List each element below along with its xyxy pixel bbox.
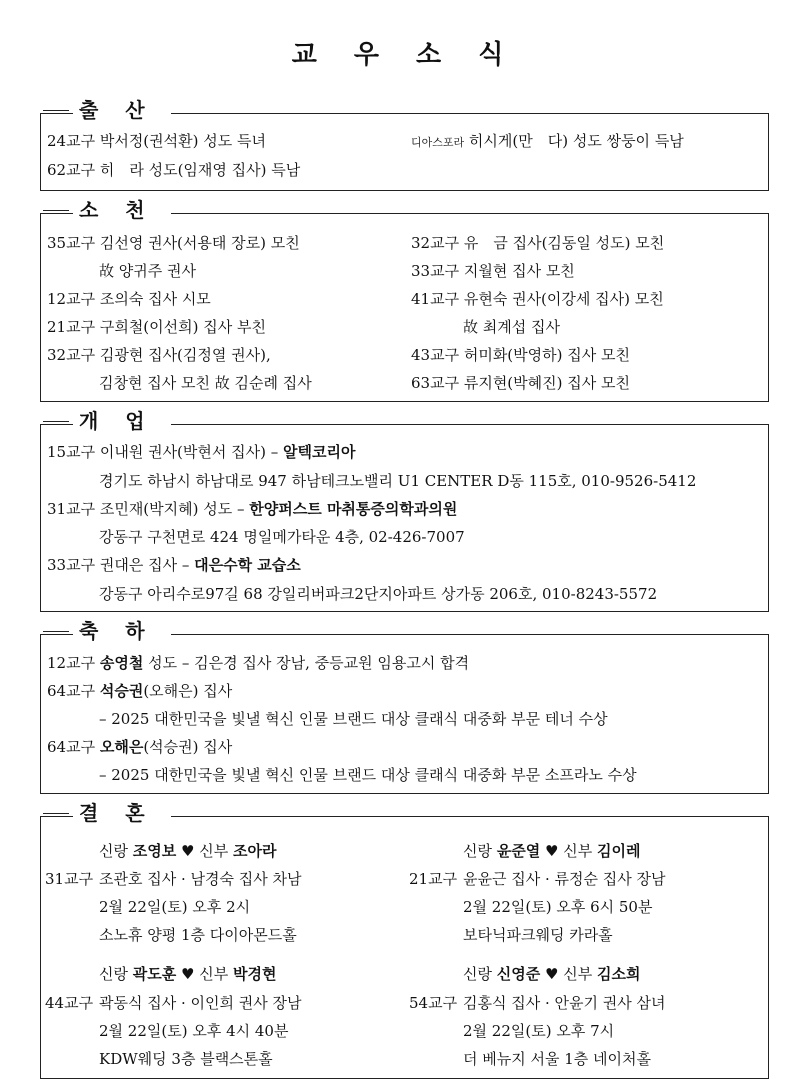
opening-address: 경기도 하남시 하남대로 947 하남테크노밸리 U1 CENTER D동 115호, 010-9526-5412 [99,472,697,490]
birth-item: 24교구 박서정(권석환) 성도 득녀 [47,132,266,150]
celebration-detail: – 2025 대한민국을 빛낼 혁신 인물 브랜드 대상 클래식 대중화 부문 소프라노 수상 [99,766,637,784]
funeral-item: 12교구 조의숙 집사 시모 [47,290,211,308]
celebration-detail: – 2025 대한민국을 빛낼 혁신 인물 브랜드 대상 클래식 대중화 부문 테너 수상 [99,710,608,728]
funeral-item: 32교구 김광현 집사(김정열 권사), [47,346,271,364]
funeral-item: 21교구 구희철(이선희) 집사 부친 [47,318,266,336]
opening-heading: 개 업 [73,408,171,434]
funeral-item: 35교구 김선영 권사(서용태 장로) 모친 [47,234,300,252]
funeral-item: 故 양귀주 권사 [99,262,196,280]
wedding-venue: 보타닉파크웨딩 카라홀 [463,926,613,944]
wedding-date: 2월 22일(토) 오후 7시 [463,1022,615,1040]
couple-line: 신랑 신영준 ♥ 신부 김소희 [463,965,641,983]
bride-name: 김이레 [597,842,641,860]
wedding-parents: 곽동식 집사 · 이인희 권사 장남 [99,994,302,1012]
wedding-parish: 31교구 [45,870,94,888]
wedding-parents: 윤윤근 집사 · 류정순 집사 장남 [463,870,666,888]
wedding-date: 2월 22일(토) 오후 4시 40분 [99,1022,289,1040]
business-name: 대은수학 교습소 [194,556,301,574]
celebration-item: 64교구 석승권(오해은) 집사 [47,682,233,700]
celebration-item: 64교구 오해은(석승권) 집사 [47,738,233,756]
wedding-date: 2월 22일(토) 오후 2시 [99,898,251,916]
wedding-parish: 21교구 [409,870,458,888]
funeral-item: 故 최계섭 집사 [463,318,560,336]
funeral-item: 32교구 유 금 집사(김동일 성도) 모친 [411,234,665,252]
heart-icon: ♥ [545,842,559,860]
funeral-item: 63교구 류지현(박혜진) 집사 모친 [411,374,630,392]
business-name: 알텍코리아 [283,443,356,461]
funeral-section [40,198,769,402]
couple-line: 신랑 조영보 ♥ 신부 조아라 [99,842,277,860]
heart-icon: ♥ [181,965,195,983]
couple-line: 신랑 윤준열 ♥ 신부 김이레 [463,842,641,860]
opening-item: 31교구 조민재(박지혜) 성도 – 한양퍼스트 마취통증의학과의원 [47,500,458,518]
wedding-venue: 소노휴 양평 1층 다이아몬드홀 [99,926,297,944]
wedding-parents: 조관호 집사 · 남경숙 집사 차남 [99,870,302,888]
page-title: 교 우 소 식 [291,40,518,70]
celebration-section [40,619,769,794]
funeral-item: 41교구 유현숙 권사(이강세 집사) 모친 [411,290,664,308]
opening-item: 15교구 이내원 권사(박현서 집사) – 알텍코리아 [47,443,356,461]
opening-section [40,409,769,612]
wedding-date: 2월 22일(토) 오후 6시 50분 [463,898,653,916]
heart-icon: ♥ [545,965,559,983]
funeral-heading: 소 천 [73,197,171,223]
groom-name: 윤준열 [496,842,541,860]
opening-item: 33교구 권대은 집사 – 대은수학 교습소 [47,556,301,574]
birth-item: 62교구 히 라 성도(임재영 집사) 득남 [47,161,301,179]
bride-name: 조아라 [233,842,277,860]
wedding-venue: KDW웨딩 3층 블랙스톤홀 [99,1050,273,1068]
wedding-parish: 54교구 [409,994,458,1012]
couple-line: 신랑 곽도훈 ♥ 신부 박경현 [99,965,277,983]
wedding-venue: 더 베뉴지 서울 1층 네이처홀 [463,1050,652,1068]
groom-name: 신영준 [496,965,541,983]
wedding-heading: 결 혼 [73,800,171,826]
celebration-heading: 축 하 [73,618,171,644]
groom-name: 곽도훈 [132,965,177,983]
opening-address: 강동구 구천면로 424 명일메가타운 4층, 02-426-7007 [99,528,465,546]
birth-item: 디아스포라 히시게(만 다) 성도 쌍둥이 득남 [411,132,684,150]
funeral-item: 김창현 집사 모친 故 김순례 집사 [99,374,312,392]
birth-heading: 출 산 [73,97,171,123]
wedding-section [40,801,769,1079]
bride-name: 박경현 [233,965,277,983]
funeral-item: 33교구 지월현 집사 모친 [411,262,575,280]
diaspora-label: 디아스포라 [411,136,465,149]
funeral-item: 43교구 허미화(박영하) 집사 모친 [411,346,630,364]
groom-name: 조영보 [132,842,177,860]
wedding-parish: 44교구 [45,994,94,1012]
heart-icon: ♥ [181,842,195,860]
opening-address: 강동구 아리수로97길 68 강일리버파크2단지아파트 상가동 206호, 010-8243-5572 [99,585,658,603]
birth-section [40,98,769,191]
wedding-parents: 김홍식 집사 · 안윤기 권사 삼녀 [463,994,666,1012]
business-name: 한양퍼스트 마취통증의학과의원 [249,500,458,518]
bride-name: 김소희 [597,965,641,983]
celebration-item: 12교구 송영철 성도 – 김은경 집사 장남, 중등교원 임용고시 합격 [47,654,470,672]
